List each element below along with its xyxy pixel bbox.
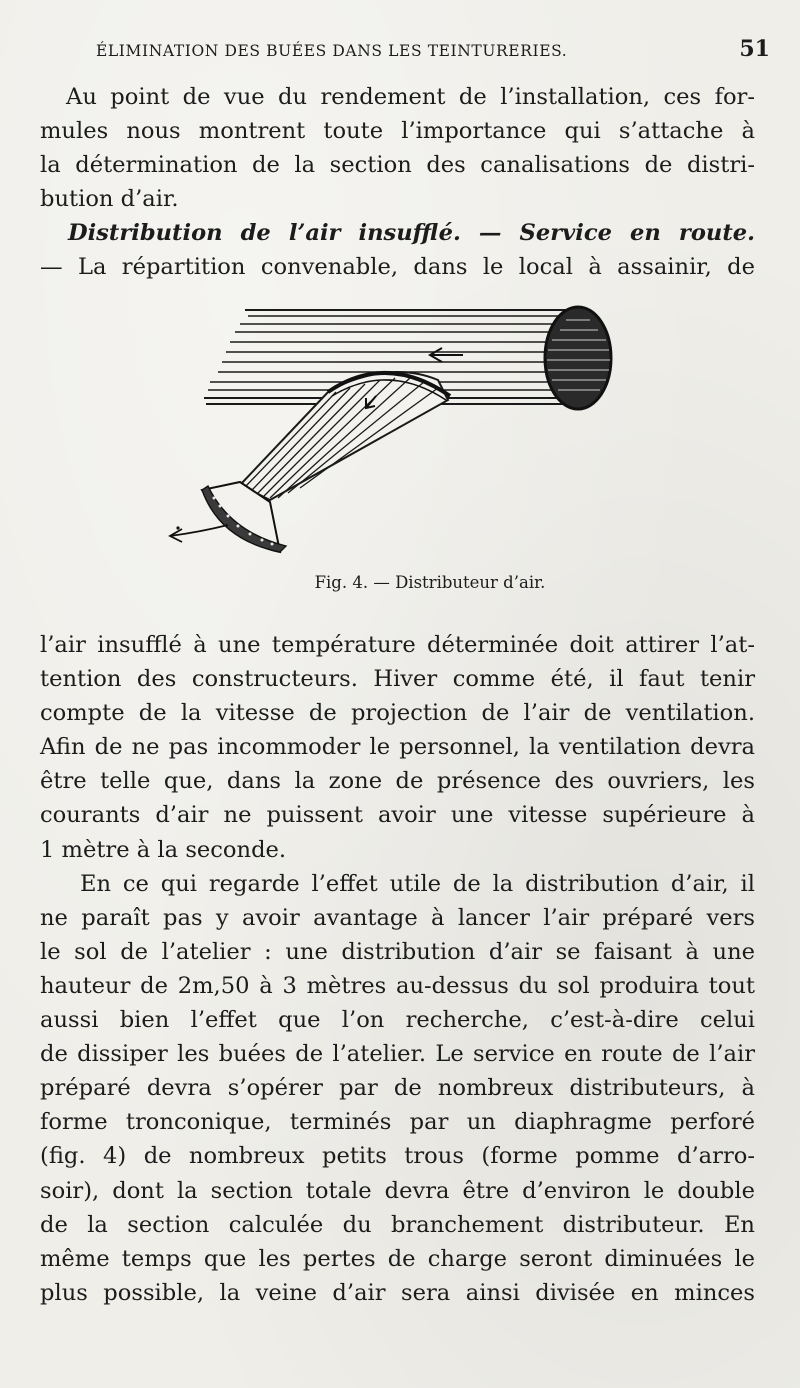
text-line: même temps que les pertes de charge seront diminuées le bbox=[40, 1245, 755, 1272]
text-line: forme tronconique, terminés par un diaphragme perforé bbox=[40, 1109, 755, 1136]
text-line: 1 mètre à la seconde. bbox=[40, 836, 287, 863]
text-line: — La répartition convenable, dans le local à assainir, de bbox=[40, 254, 755, 281]
page-number: 51 bbox=[739, 36, 770, 62]
text-line: de dissiper les buées de l’atelier. Le service en route de l’air bbox=[40, 1041, 755, 1068]
text-line: préparé devra s’opérer par de nombreux distributeurs, à bbox=[40, 1075, 755, 1102]
flow-arrow-main bbox=[430, 348, 463, 362]
text-line: compte de la vitesse de projection de l’air de ventilation. bbox=[40, 700, 755, 727]
bottom-paragraphs bbox=[40, 628, 755, 1310]
text-line: mules nous montrent toute l’importance qui s’attache à bbox=[40, 118, 755, 145]
text-line: En ce qui regarde l’effet utile de la distribution d’air, il bbox=[80, 870, 755, 897]
text-line: (fig. 4) de nombreux petits trous (forme pomme d’arro- bbox=[40, 1143, 755, 1170]
text-line: plus possible, la veine d’air sera ainsi divisée en minces bbox=[40, 1279, 755, 1306]
top-paragraph bbox=[40, 80, 755, 285]
text-line: aussi bien l’effet que l’on recherche, c’est-à-dire celui bbox=[40, 1007, 755, 1034]
text-line: l’air insufflé à une température déterminée doit attirer l’at- bbox=[40, 632, 755, 658]
text-line: bution d’air. bbox=[40, 186, 179, 213]
text-line: tention des constructeurs. Hiver comme été, il faut tenir bbox=[40, 666, 755, 693]
text-line: de la section calculée du branchement distributeur. En bbox=[40, 1211, 755, 1238]
text-line: le sol de l’atelier : une distribution d’air se faisant à une bbox=[40, 938, 755, 965]
branch-duct bbox=[240, 372, 448, 500]
duct-opening bbox=[545, 307, 611, 409]
figure-caption bbox=[0, 573, 800, 592]
figure-caption-text: Fig. 4. — Distributeur d’air. bbox=[314, 573, 546, 592]
air-distributor-figure bbox=[160, 300, 630, 570]
text-line: courants d’air ne puissent avoir une vitesse supérieure à bbox=[40, 802, 755, 829]
text-line: Au point de vue du rendement de l’installation, ces for- bbox=[66, 84, 755, 110]
text-line: être telle que, dans la zone de présence des ouvriers, les bbox=[40, 768, 755, 795]
text-line: soir), dont la section totale devra être d’environ le double bbox=[40, 1177, 755, 1204]
running-head bbox=[96, 36, 770, 62]
text-line: ne paraît pas y avoir avantage à lancer l’air préparé vers bbox=[40, 904, 755, 931]
text-line: hauteur de 2m,50 à 3 mètres au-dessus du sol produira tout bbox=[40, 972, 755, 999]
section-heading: Distribution de l’air insufflé. — Service en route. bbox=[68, 220, 755, 247]
text-line: la détermination de la section des canalisations de distri- bbox=[40, 152, 755, 179]
text-line: Afin de ne pas incommoder le personnel, la ventilation devra bbox=[40, 734, 755, 761]
running-head-title: ÉLIMINATION DES BUÉES DANS LES TEINTURERIES. bbox=[96, 42, 568, 60]
